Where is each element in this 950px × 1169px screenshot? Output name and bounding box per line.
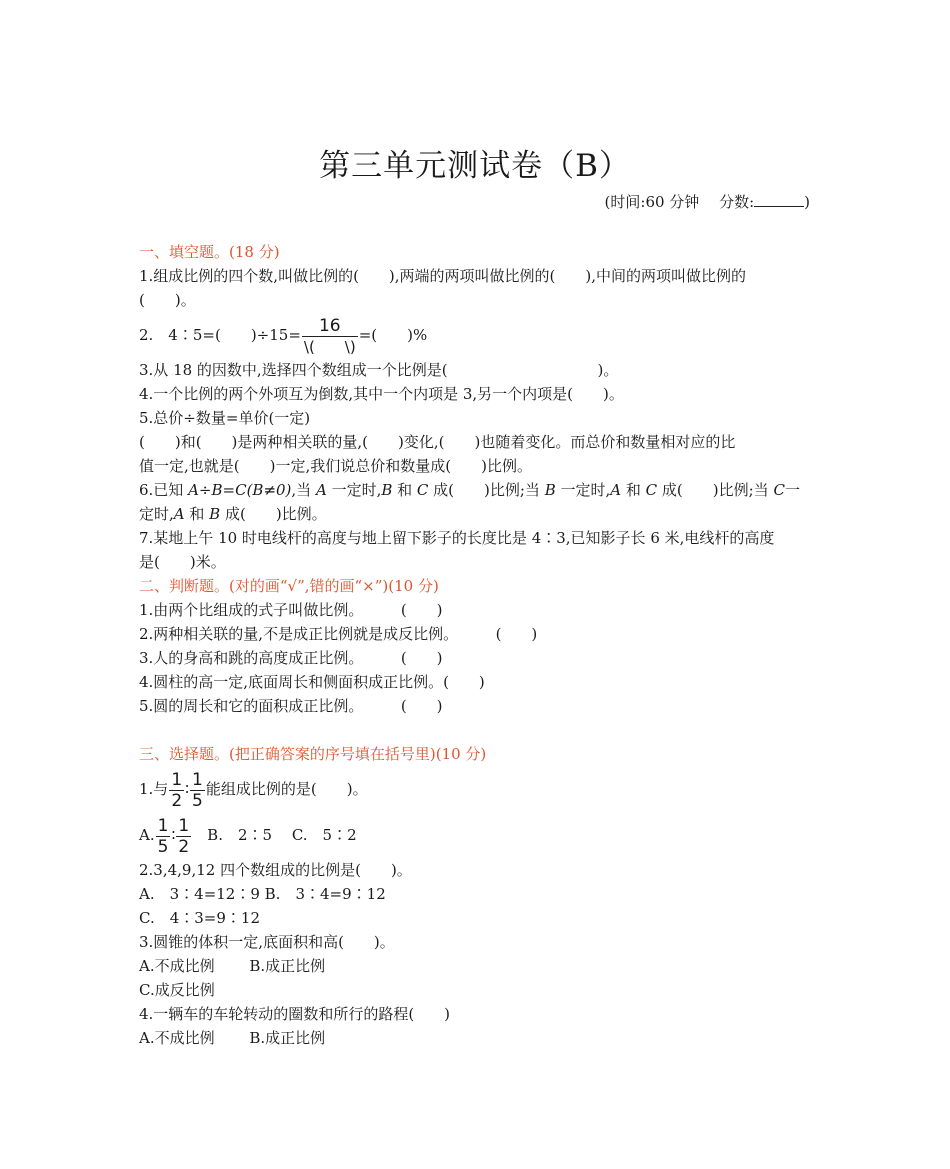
fraction-one-fifth xyxy=(156,816,171,857)
q6-text: 和 xyxy=(184,505,210,523)
s1-q2-prefix: 2. 4∶5=( )÷15= xyxy=(139,326,301,344)
s3-question-3-option-c: C.成反比例 xyxy=(139,981,215,999)
s2-question-5: 5.圆的周长和它的面积成正比例。 ( ) xyxy=(139,697,443,715)
fraction-one-fifth xyxy=(190,770,205,811)
s3-question-1-options xyxy=(139,812,811,858)
q6-var-b: B xyxy=(381,481,393,499)
s1-question-2 xyxy=(139,312,811,358)
q6-var-c: C xyxy=(645,481,658,499)
q6-var-a: A xyxy=(173,505,185,523)
fraction-numerator: 1 xyxy=(178,815,190,836)
s3-question-2-option-c: C. 4∶3=9∶12 xyxy=(139,909,260,927)
s1-question-1-line-2: ( )。 xyxy=(139,291,196,309)
ratio-colon: ∶ xyxy=(171,826,176,844)
score-blank[interactable] xyxy=(754,192,804,207)
s3-q1-prefix: 1.与 xyxy=(139,780,169,798)
ratio-colon: ∶ xyxy=(185,780,190,798)
s1-q2-suffix: =( )% xyxy=(358,326,428,344)
q6-var-a: A xyxy=(610,481,622,499)
s2-question-2: 2.两种相关联的量,不是成正比例就是成反比例。 ( ) xyxy=(139,625,538,643)
fraction-denominator: 2 xyxy=(171,790,183,811)
s2-question-3: 3.人的身高和跳的高度成正比例。 ( ) xyxy=(139,649,443,667)
q6-text: 一定时, xyxy=(326,481,382,499)
q6-text: 6.已知 xyxy=(139,481,189,499)
q6-text: 成( )比例;当 xyxy=(657,481,774,499)
q6-text: 定时, xyxy=(139,505,174,523)
s2-question-1: 1.由两个比组成的式子叫做比例。 ( ) xyxy=(139,601,443,619)
s1-question-7-line-2: 是( )米。 xyxy=(139,553,226,571)
options-b-c: B. 2∶5 C. 5∶2 xyxy=(192,826,357,844)
time-score-suffix: ) xyxy=(804,193,810,211)
fraction-denominator: \( \) xyxy=(303,337,356,356)
s1-question-5-line-3: 值一定,也就是( )一定,我们说总价和数量成( )比例。 xyxy=(139,457,532,475)
page-title: 第三单元测试卷（B） xyxy=(319,148,631,184)
s1-question-5-line-2: ( )和( )是两种相关联的量,( )变化,( )也随着变化。而总价和数量相对应的比 xyxy=(139,433,736,451)
fraction-one-half xyxy=(176,816,191,857)
s1-question-4: 4.一个比例的两个外项互为倒数,其中一个内项是 3,另一个内项是( )。 xyxy=(139,385,624,403)
s1-question-6-line-2 xyxy=(139,502,811,526)
s3-question-2-options-ab: A. 3∶4=12∶9 B. 3∶4=9∶12 xyxy=(139,885,386,903)
s1-question-1-line-1: 1.组成比例的四个数,叫做比例的( ),两端的两项叫做比例的( ),中间的两项叫做比例的 xyxy=(139,267,747,285)
q6-var-b: B xyxy=(544,481,556,499)
s3-question-4: 4.一辆车的车轮转动的圈数和所行的路程( ) xyxy=(139,1005,451,1023)
section-1-title: 一、填空题。(18 分) xyxy=(139,243,280,261)
section-gap xyxy=(139,718,811,742)
q6-text: 一定时, xyxy=(555,481,611,499)
s2-question-4: 4.圆柱的高一定,底面周长和侧面积成正比例。( ) xyxy=(139,673,485,691)
fraction-one-half xyxy=(169,770,184,811)
s3-question-4-options-ab: A.不成比例 B.成正比例 xyxy=(139,1029,326,1047)
q6-equation: A÷B=C(B≠0) xyxy=(188,481,292,499)
s1-question-5-line-1: 5.总价÷数量=单价(一定) xyxy=(139,409,311,427)
s3-question-3: 3.圆锥的体积一定,底面积和高( )。 xyxy=(139,933,395,951)
fraction-numerator: 16 xyxy=(302,316,358,337)
q6-text: 和 xyxy=(392,481,417,499)
q6-text: ,当 xyxy=(291,481,316,499)
q6-text: 和 xyxy=(621,481,646,499)
s3-question-2: 2.3,4,9,12 四个数组成的比例是( )。 xyxy=(139,861,412,879)
option-a-label: A. xyxy=(139,826,155,844)
q6-var-a: A xyxy=(315,481,327,499)
fraction-numerator: 1 xyxy=(157,815,169,836)
fraction-numerator: 1 xyxy=(192,769,203,790)
s1-question-7-line-1: 7.某地上午 10 时电线杆的高度与地上留下影子的长度比是 4∶3,已知影子长 6 米,电线杆的高度 xyxy=(139,529,775,547)
q6-text: 成( )比例;当 xyxy=(428,481,545,499)
q6-text: 成( )比例。 xyxy=(220,505,327,523)
s1-question-6-line-1 xyxy=(139,478,811,502)
time-score-line xyxy=(605,190,810,214)
fraction-numerator: 1 xyxy=(171,769,183,790)
worksheet-content xyxy=(139,240,811,1050)
fraction-denominator: 5 xyxy=(192,790,203,811)
q6-var-b: B xyxy=(209,505,221,523)
s3-question-3-options-ab: A.不成比例 B.成正比例 xyxy=(139,957,326,975)
q6-var-c: C xyxy=(416,481,429,499)
q6-var-c: C xyxy=(773,481,785,499)
q6-text: 一 xyxy=(784,481,800,499)
s1-question-3: 3.从 18 的因数中,选择四个数组成一个比例是( )。 xyxy=(139,361,619,379)
section-3-title: 三、选择题。(把正确答案的序号填在括号里)(10 分) xyxy=(139,745,487,763)
section-2-title: 二、判断题。(对的画“√”,错的画“×”)(10 分) xyxy=(139,577,439,595)
fraction-denominator: 2 xyxy=(178,836,190,857)
s1-q2-fraction xyxy=(302,316,358,357)
s3-question-1 xyxy=(139,766,811,812)
time-score-prefix: (时间:60 分钟 分数: xyxy=(604,193,755,211)
fraction-denominator: 5 xyxy=(157,836,169,857)
s3-q1-suffix: 能组成比例的是( )。 xyxy=(205,780,368,798)
